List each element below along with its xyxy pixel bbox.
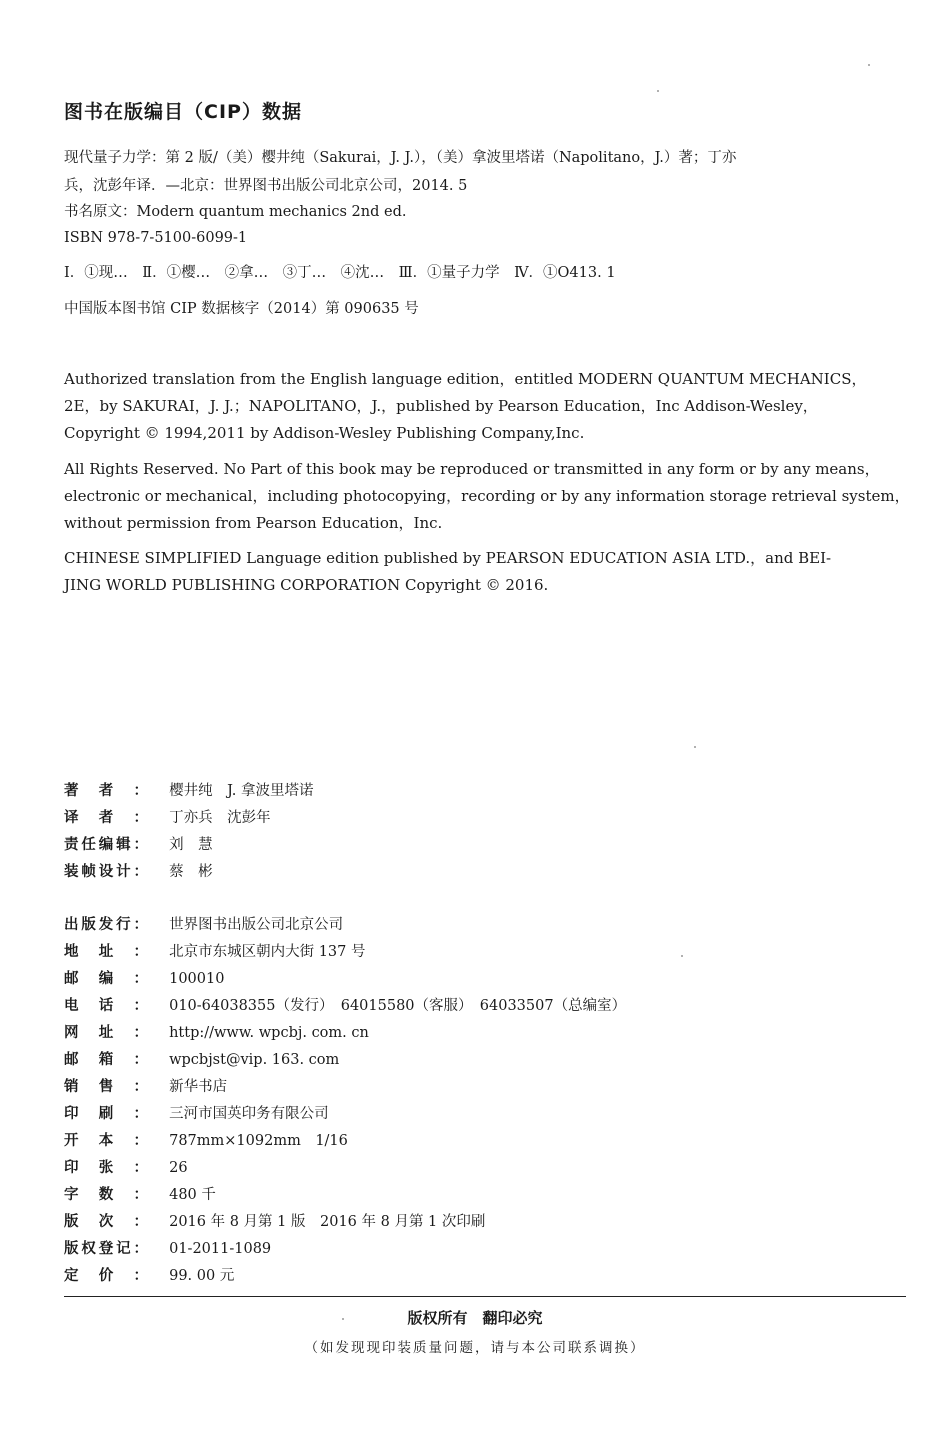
credit-row-author xyxy=(64,779,314,800)
pub-value: 787mm×1092mm 1/16 xyxy=(169,1133,348,1149)
copyright-para1-line1: Authorized translation from the English language edition，entitled MODERN QUANTUM MECHANICS， xyxy=(64,370,867,388)
cip-line-3: 书名原文：Modern quantum mechanics 2nd ed. xyxy=(64,204,407,220)
pub-row-postcode xyxy=(64,967,224,988)
pub-label: 邮编： xyxy=(64,971,148,987)
pub-label: 版次： xyxy=(64,1214,148,1230)
pub-value: 新华书店 xyxy=(169,1079,228,1095)
pub-row-format xyxy=(64,1129,348,1150)
cip-line-2: 兵，沈彭年译．—北京：世界图书出版公司北京公司，2014. 5 xyxy=(64,178,468,194)
pub-value: 480 千 xyxy=(169,1187,216,1203)
pub-label: 地址： xyxy=(64,944,148,960)
pub-row-address xyxy=(64,940,366,961)
copyright-para3-line1: CHINESE SIMPLIFIED Language edition published by PEARSON EDUCATION ASIA LTD.，and BEI- xyxy=(64,549,832,567)
copyright-para2-line1: All Rights Reserved. No Part of this book may be reproduced or transmitted in any form or by any means， xyxy=(64,460,880,478)
footer-divider xyxy=(64,1296,906,1297)
credit-value: 蔡 彬 xyxy=(169,864,213,880)
pub-row-printer xyxy=(64,1102,329,1123)
credit-label: 译者： xyxy=(64,810,148,826)
scan-speck xyxy=(342,1318,344,1320)
quality-notice: （如发现现印装质量问题，请与本公司联系调换） xyxy=(304,1340,646,1356)
rights-reserved: 版权所有 翻印必究 xyxy=(407,1309,543,1327)
credit-row-editor xyxy=(64,833,213,854)
credit-label: 著者： xyxy=(64,783,148,799)
pub-value: 北京市东城区朝内大街 137 号 xyxy=(169,944,366,960)
pub-label: 定价： xyxy=(64,1268,148,1284)
pub-value: 010-64038355（发行） 64015580（客服） 64033507（总编室） xyxy=(169,998,627,1014)
pub-value: 三河市国英印务有限公司 xyxy=(169,1106,329,1122)
pub-row-edition xyxy=(64,1210,485,1231)
credit-label: 装帧设计： xyxy=(64,864,148,880)
pub-label: 网址： xyxy=(64,1025,148,1041)
pub-value: 99. 00 元 xyxy=(169,1268,235,1284)
credit-row-designer xyxy=(64,860,213,881)
cip-line-4: ISBN 978-7-5100-6099-1 xyxy=(64,230,248,246)
pub-label: 开本： xyxy=(64,1133,148,1149)
pub-value: http://www. wpcbj. com. cn xyxy=(169,1025,369,1041)
pub-row-sales xyxy=(64,1075,227,1096)
cip-title: 图书在版编目（CIP）数据 xyxy=(64,101,302,123)
pub-label: 销售： xyxy=(64,1079,148,1095)
cip-classification: Ⅰ．①现… Ⅱ．①樱… ②拿… ③丁… ④沈… Ⅲ．①量子力学 Ⅳ．①O413. 1 xyxy=(64,265,616,281)
pub-label: 字数： xyxy=(64,1187,148,1203)
pub-row-website xyxy=(64,1021,369,1042)
copyright-para3-line2: JING WORLD PUBLISHING CORPORATION Copyright © 2016. xyxy=(64,576,549,594)
scan-speck xyxy=(657,90,659,92)
pub-label: 印刷： xyxy=(64,1106,148,1122)
credit-value: 丁亦兵 沈彭年 xyxy=(169,810,271,826)
pub-value: 2016 年 8 月第 1 版 2016 年 8 月第 1 次印刷 xyxy=(169,1214,486,1230)
pub-label: 印张： xyxy=(64,1160,148,1176)
copyright-para2-line3: without permission from Pearson Education，Inc. xyxy=(64,514,443,532)
credit-row-translator xyxy=(64,806,271,827)
pub-value: 世界图书出版公司北京公司 xyxy=(169,917,344,933)
pub-value: 26 xyxy=(169,1160,188,1176)
pub-row-sheets xyxy=(64,1156,188,1177)
copyright-para1-line2: 2E，by SAKURAI，J. J.；NAPOLITANO，J.，published by Pearson Education，Inc Addison-Wesley， xyxy=(64,397,818,415)
pub-label: 版权登记： xyxy=(64,1241,148,1257)
scan-speck xyxy=(868,64,870,66)
pub-row-phone xyxy=(64,994,626,1015)
pub-label: 电话： xyxy=(64,998,148,1014)
cip-record-number: 中国版本图书馆 CIP 数据核字（2014）第 090635 号 xyxy=(64,301,419,317)
scan-speck xyxy=(694,746,696,748)
pub-row-publisher xyxy=(64,913,343,934)
scan-speck xyxy=(681,955,683,957)
copyright-para1-line3: Copyright © 1994,2011 by Addison-Wesley Publishing Company,Inc. xyxy=(64,424,585,442)
credit-value: 刘 慧 xyxy=(169,837,213,853)
cip-line-1: 现代量子力学：第 2 版/（美）樱井纯（Sakurai，J. J.），（美）拿波里塔诺（Napolitano，J.）著；丁亦 xyxy=(64,150,737,166)
pub-value: 01-2011-1089 xyxy=(169,1241,272,1257)
pub-label: 出版发行： xyxy=(64,917,148,933)
pub-row-email xyxy=(64,1048,339,1069)
copyright-para2-line2: electronic or mechanical，including photocopying，recording or by any information storage retrieval system， xyxy=(64,487,910,505)
pub-row-wordcount xyxy=(64,1183,216,1204)
credit-label: 责任编辑： xyxy=(64,837,148,853)
credit-value: 樱井纯 J. 拿波里塔诺 xyxy=(169,783,314,799)
pub-row-registration xyxy=(64,1237,271,1258)
pub-value: 100010 xyxy=(169,971,225,987)
pub-label: 邮箱： xyxy=(64,1052,148,1068)
pub-row-price xyxy=(64,1264,234,1285)
pub-value: wpcbjst@vip. 163. com xyxy=(169,1052,340,1068)
